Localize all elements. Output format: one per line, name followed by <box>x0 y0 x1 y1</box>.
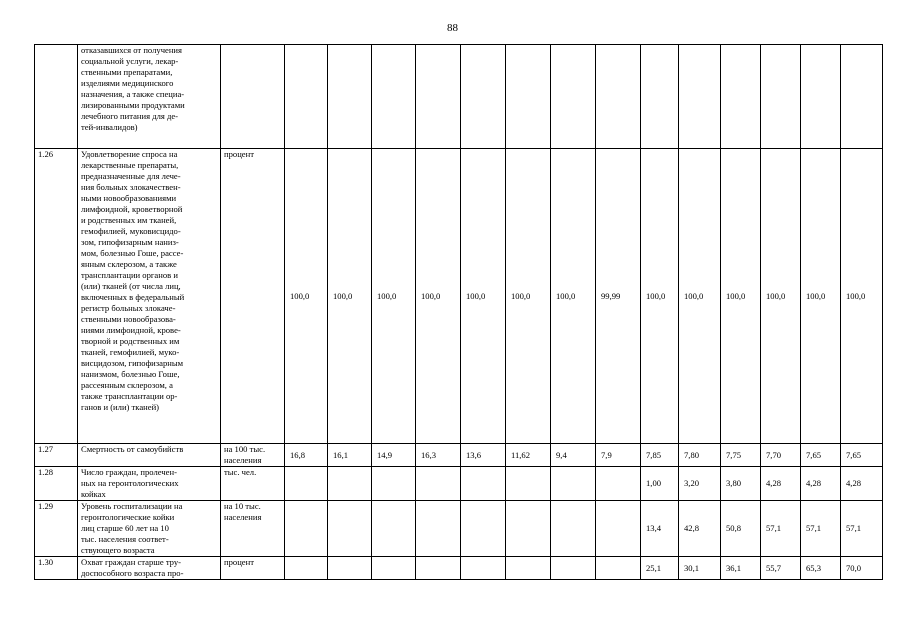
unit-text: тыс. чел. <box>224 467 257 477</box>
value-cell: 7,70 <box>761 444 801 467</box>
value-cell <box>285 45 328 149</box>
value-cell: 7,75 <box>721 444 761 467</box>
value-cell: 3,80 <box>721 467 761 501</box>
value-cell <box>551 45 596 149</box>
value-cell <box>285 557 328 580</box>
value-cell: 7,65 <box>801 444 841 467</box>
unit-cell <box>221 557 285 580</box>
row-number: 1.26 <box>35 149 78 444</box>
value-cell: 100,0 <box>285 149 328 444</box>
value-cell: 57,1 <box>761 501 801 557</box>
unit-text: на 100 тыс. населения <box>224 444 266 465</box>
value-cell: 99,99 <box>596 149 641 444</box>
value-cell <box>596 45 641 149</box>
value-cell <box>801 45 841 149</box>
value-cell: 57,1 <box>801 501 841 557</box>
row-number: 1.29 <box>35 501 78 557</box>
table-row <box>35 501 883 557</box>
indicator-cell <box>78 467 221 501</box>
value-cell: 100,0 <box>721 149 761 444</box>
indicator-text: Охват граждан старше тру- доспособного возраста про- <box>81 557 184 578</box>
value-cell: 13,6 <box>461 444 506 467</box>
value-cell <box>372 557 416 580</box>
indicators-table <box>34 44 883 580</box>
value-cell <box>416 45 461 149</box>
row-number: 1.28 <box>35 467 78 501</box>
indicator-cell <box>78 557 221 580</box>
page-number: 88 <box>447 22 458 34</box>
value-cell: 7,65 <box>841 444 883 467</box>
value-cell <box>328 501 372 557</box>
value-cell <box>461 467 506 501</box>
value-cell: 65,3 <box>801 557 841 580</box>
row-number: 1.30 <box>35 557 78 580</box>
value-cell <box>372 45 416 149</box>
unit-cell <box>221 467 285 501</box>
value-cell: 100,0 <box>551 149 596 444</box>
value-cell: 100,0 <box>372 149 416 444</box>
value-cell <box>551 467 596 501</box>
table-row <box>35 467 883 501</box>
table-row <box>35 45 883 149</box>
value-cell <box>551 501 596 557</box>
value-cell: 9,4 <box>551 444 596 467</box>
value-cell <box>328 557 372 580</box>
value-cell <box>461 501 506 557</box>
value-cell <box>841 45 883 149</box>
value-cell <box>721 45 761 149</box>
value-cell: 100,0 <box>506 149 551 444</box>
unit-cell <box>221 149 285 444</box>
unit-cell <box>221 444 285 467</box>
value-cell: 4,28 <box>841 467 883 501</box>
value-cell <box>461 45 506 149</box>
value-cell <box>596 501 641 557</box>
value-cell: 100,0 <box>461 149 506 444</box>
indicator-cell <box>78 501 221 557</box>
value-cell <box>506 45 551 149</box>
value-cell: 1,00 <box>641 467 679 501</box>
value-cell <box>679 45 721 149</box>
value-cell <box>461 557 506 580</box>
indicator-text: Удовлетворение спроса на лекарственные препараты, предназначенные для лече- ния больных злокачествен- ными новообразованиями лимфоидной, кроветворной и родственных им тканей, гемофилией, муковисцидо- зом, гипофизарным наниз- мом, болезнью Гоше, рассе- янным склерозом, а также трансплантации органов и (или) тканей (от числа лиц, включенных в федеральный регистр больных злокаче- ственными новообразова- ниями лимфоидной, крове- творной и родственных им тканей, гемофилией, муко- висцидозом, гипофизарным нанизмом, болезнью Гоше, рассеянным склерозом, а также трансплантации ор- ганов и (или) тканей) <box>81 149 185 412</box>
value-cell <box>285 467 328 501</box>
row-number: 1.27 <box>35 444 78 467</box>
value-cell: 42,8 <box>679 501 721 557</box>
value-cell: 14,9 <box>372 444 416 467</box>
value-cell <box>761 45 801 149</box>
value-cell <box>596 467 641 501</box>
value-cell: 55,7 <box>761 557 801 580</box>
value-cell: 100,0 <box>801 149 841 444</box>
value-cell: 4,28 <box>801 467 841 501</box>
value-cell <box>506 501 551 557</box>
value-cell: 36,1 <box>721 557 761 580</box>
value-cell: 16,8 <box>285 444 328 467</box>
value-cell <box>506 467 551 501</box>
value-cell: 7,85 <box>641 444 679 467</box>
value-cell <box>416 501 461 557</box>
value-cell: 57,1 <box>841 501 883 557</box>
value-cell <box>641 45 679 149</box>
value-cell <box>372 467 416 501</box>
value-cell <box>416 467 461 501</box>
value-cell: 16,1 <box>328 444 372 467</box>
indicator-text: Число граждан, пролечен- ных на геронтологических койках <box>81 467 179 499</box>
value-cell: 3,20 <box>679 467 721 501</box>
value-cell: 16,3 <box>416 444 461 467</box>
value-cell: 100,0 <box>841 149 883 444</box>
indicator-cell <box>78 45 221 149</box>
indicator-text: Смертность от самоубийств <box>81 444 184 454</box>
table-row <box>35 444 883 467</box>
value-cell <box>328 45 372 149</box>
unit-cell <box>221 501 285 557</box>
value-cell: 13,4 <box>641 501 679 557</box>
unit-text: процент <box>224 149 254 159</box>
value-cell: 70,0 <box>841 557 883 580</box>
value-cell <box>416 557 461 580</box>
indicator-text: отказавшихся от получения социальной услуги, лекар- ственными препаратами, изделиями медицинского назначения, а также специа- лизированными продуктами лечебного питания для де- тей-инвалидов) <box>81 45 185 132</box>
value-cell: 50,8 <box>721 501 761 557</box>
unit-text: на 10 тыс. населения <box>224 501 262 522</box>
value-cell: 7,9 <box>596 444 641 467</box>
unit-cell <box>221 45 285 149</box>
value-cell: 100,0 <box>679 149 721 444</box>
value-cell <box>372 501 416 557</box>
value-cell: 25,1 <box>641 557 679 580</box>
value-cell <box>596 557 641 580</box>
value-cell <box>506 557 551 580</box>
value-cell: 7,80 <box>679 444 721 467</box>
value-cell: 11,62 <box>506 444 551 467</box>
table-row <box>35 149 883 444</box>
value-cell: 100,0 <box>761 149 801 444</box>
indicator-cell <box>78 149 221 444</box>
indicator-cell <box>78 444 221 467</box>
value-cell: 100,0 <box>416 149 461 444</box>
value-cell: 30,1 <box>679 557 721 580</box>
value-cell: 100,0 <box>641 149 679 444</box>
indicator-text: Уровень госпитализации на геронтологические койки лиц старше 60 лет на 10 тыс. населения соответ- ствующего возраста <box>81 501 183 555</box>
value-cell: 4,28 <box>761 467 801 501</box>
table-row <box>35 557 883 580</box>
value-cell <box>551 557 596 580</box>
value-cell: 100,0 <box>328 149 372 444</box>
unit-text: процент <box>224 557 254 567</box>
value-cell <box>285 501 328 557</box>
row-number <box>35 45 78 149</box>
value-cell <box>328 467 372 501</box>
